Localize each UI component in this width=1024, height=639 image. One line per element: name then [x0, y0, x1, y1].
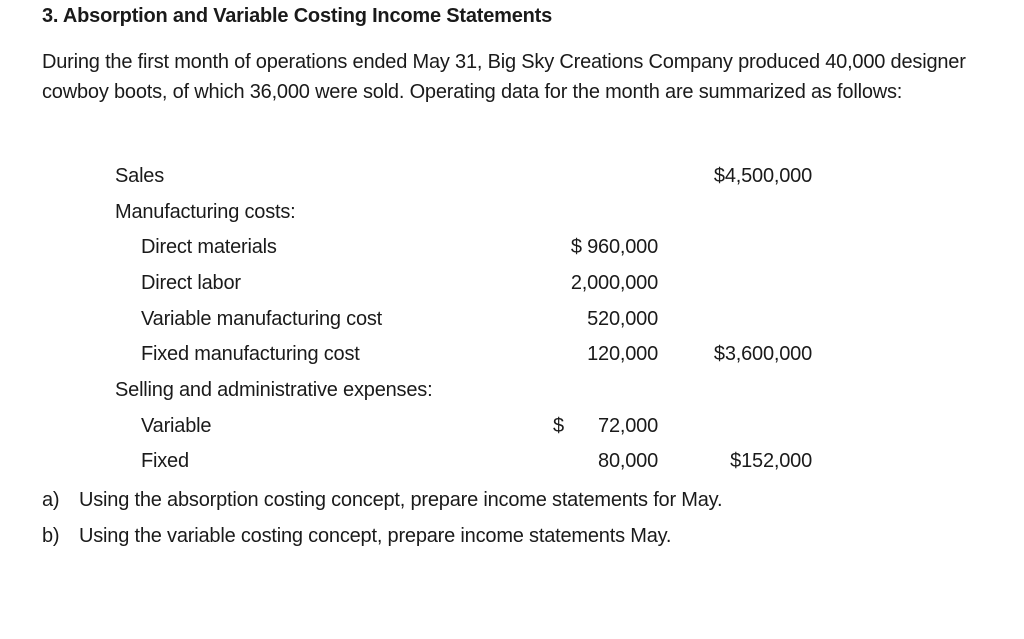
- question-marker: a): [42, 489, 60, 511]
- row-label: Variable: [141, 415, 212, 437]
- table-row: [0, 446, 1024, 476]
- table-row: [0, 268, 1024, 298]
- question-list: [42, 485, 1002, 557]
- table-row: [0, 232, 1024, 262]
- row-amount: [545, 232, 658, 262]
- question-text: Using the absorption costing concept, prepare income statements for May.: [79, 489, 723, 511]
- row-label: Direct materials: [141, 236, 277, 258]
- question-item-b: [42, 521, 1002, 557]
- row-amount: [545, 268, 658, 298]
- row-label: Manufacturing costs:: [115, 201, 296, 223]
- row-label: Direct labor: [141, 272, 241, 294]
- row-amount: [545, 304, 658, 334]
- row-total: $152,000: [730, 450, 812, 472]
- table-row: [0, 304, 1024, 334]
- row-total: $4,500,000: [713, 165, 812, 187]
- question-text: Using the variable costing concept, prepare income statements May.: [79, 525, 672, 547]
- amount-value: 80,000: [598, 450, 658, 472]
- row-label: Fixed: [141, 450, 189, 472]
- table-row: [0, 197, 1024, 227]
- dollar-sign: $: [553, 415, 564, 437]
- table-row: [0, 339, 1024, 369]
- problem-intro: During the first month of operations ended May 31, Big Sky Creations Company produced 40,000 designer cowboy boots, of which 36,000 were sold. Operating data for the month are summarized as follows:: [42, 51, 966, 103]
- table-row: [0, 411, 1024, 441]
- table-row: [0, 161, 1024, 191]
- row-label: Sales: [115, 165, 165, 187]
- row-label: Selling and administrative expenses:: [115, 379, 433, 401]
- row-total: $3,600,000: [713, 343, 812, 365]
- row-amount: [545, 446, 658, 476]
- amount-value: $ 960,000: [570, 236, 658, 258]
- question-item-a: [42, 485, 1002, 521]
- table-row: [0, 375, 1024, 405]
- amount-value: 520,000: [587, 308, 658, 330]
- amount-value: 120,000: [587, 343, 658, 365]
- question-marker: b): [42, 525, 60, 547]
- amount-value: 2,000,000: [570, 272, 658, 294]
- amount-value: 72,000: [598, 415, 658, 437]
- row-label: Fixed manufacturing cost: [141, 343, 360, 365]
- row-amount: [545, 411, 658, 441]
- problem-heading: 3. Absorption and Variable Costing Income Statements: [42, 5, 553, 27]
- row-amount: [545, 339, 658, 369]
- row-label: Variable manufacturing cost: [141, 308, 383, 330]
